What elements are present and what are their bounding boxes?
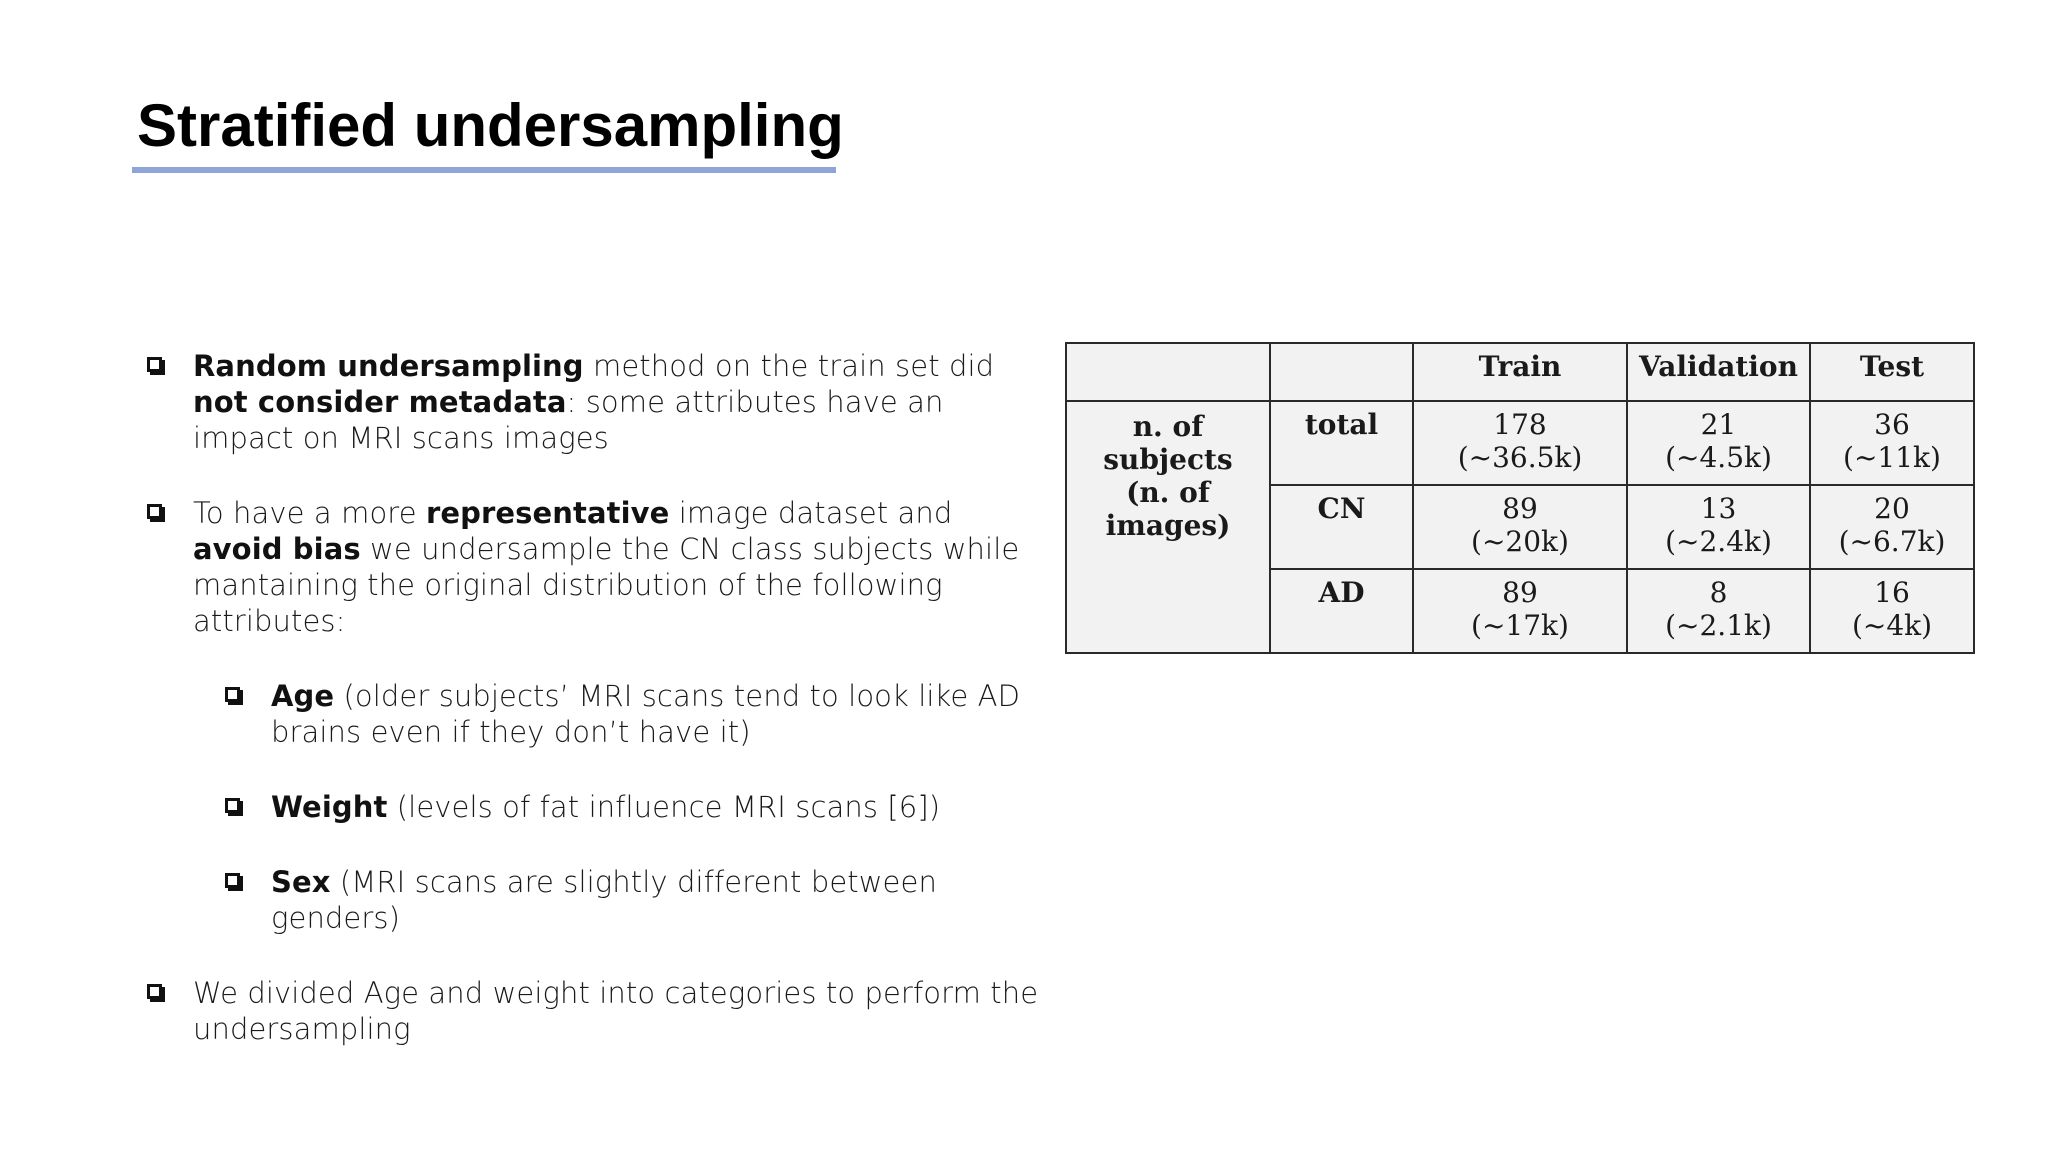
bullet-random-undersampling xyxy=(145,348,1045,456)
bullet-strong-text: Weight xyxy=(271,790,388,824)
row-label: AD xyxy=(1270,569,1413,653)
cell-images: (~20k) xyxy=(1471,525,1569,558)
cell-count: 16 xyxy=(1874,576,1910,609)
cell-count: 89 xyxy=(1502,492,1538,525)
table-cell xyxy=(1413,485,1627,569)
cell-count: 36 xyxy=(1874,408,1910,441)
bullet-strong-text: not consider metadata xyxy=(193,385,567,419)
checkbox-bullet-icon xyxy=(225,873,240,888)
table-cell xyxy=(1810,485,1974,569)
row-label: total xyxy=(1270,401,1413,485)
table-header-cell xyxy=(1066,343,1270,401)
cell-count: 13 xyxy=(1700,492,1737,525)
table-cell xyxy=(1810,569,1974,653)
bullet-strong-text: Random undersampling xyxy=(193,349,584,383)
cell-count: 21 xyxy=(1700,408,1737,441)
bullet-text: we undersample the CN class subjects while mantaining the original distribution of the following attributes: xyxy=(193,532,1020,638)
bullet-strong-text: Age xyxy=(271,679,335,713)
row-label: CN xyxy=(1270,485,1413,569)
table-cell xyxy=(1413,569,1627,653)
table-row xyxy=(1066,401,1974,485)
cell-images: (~6.7k) xyxy=(1838,525,1946,558)
bullet-text: : some attributes have an impact on MRI scans images xyxy=(193,385,944,455)
bullet-text: (older subjects’ MRI scans tend to look like AD brains even if they don’t have it) xyxy=(271,679,1021,749)
title-underline xyxy=(132,167,836,173)
bullet-representative xyxy=(145,495,1045,639)
table-cell xyxy=(1627,401,1810,485)
bullet-strong-text: avoid bias xyxy=(193,532,361,566)
bullet-text: We divided Age and weight into categories to perform the undersampling xyxy=(193,976,1039,1046)
bullet-text: To have a more xyxy=(193,496,426,530)
checkbox-bullet-icon xyxy=(225,687,240,702)
checkbox-bullet-icon xyxy=(147,357,162,372)
table-header-row xyxy=(1066,343,1974,401)
cell-images: (~2.1k) xyxy=(1665,609,1772,642)
slide-title: Stratified undersampling xyxy=(137,92,844,159)
table-header-train: Train xyxy=(1413,343,1627,401)
table-cell xyxy=(1627,569,1810,653)
checkbox-bullet-icon xyxy=(147,984,162,999)
row-group-label: n. of subjects (n. of images) xyxy=(1066,401,1270,653)
cell-count: 178 xyxy=(1493,408,1547,441)
table-cell xyxy=(1413,401,1627,485)
checkbox-bullet-icon xyxy=(225,798,240,813)
bullet-text: (MRI scans are slightly different between genders) xyxy=(271,865,937,935)
bullet-strong-text: Sex xyxy=(271,865,331,899)
table-cell xyxy=(1810,401,1974,485)
subjects-table xyxy=(1065,342,1975,654)
sub-bullet-age xyxy=(223,678,1045,750)
cell-count: 8 xyxy=(1709,576,1728,609)
table-header-test: Test xyxy=(1810,343,1974,401)
table-cell xyxy=(1627,485,1810,569)
bullet-text: image dataset and xyxy=(669,496,953,530)
bullet-strong-text: representative xyxy=(425,496,670,530)
cell-images: (~2.4k) xyxy=(1665,525,1772,558)
bullet-categories xyxy=(145,975,1045,1047)
sub-bullet-weight xyxy=(223,789,1045,825)
bullet-text: (levels of fat influence MRI scans [6]) xyxy=(387,790,941,824)
cell-images: (~17k) xyxy=(1471,609,1569,642)
cell-images: (~4.5k) xyxy=(1665,441,1772,474)
cell-images: (~11k) xyxy=(1843,441,1941,474)
checkbox-bullet-icon xyxy=(147,504,162,519)
cell-images: (~4k) xyxy=(1851,609,1933,642)
cell-images: (~36.5k) xyxy=(1457,441,1583,474)
sub-bullet-sex xyxy=(223,864,1045,936)
cell-count: 20 xyxy=(1874,492,1910,525)
table-header-validation: Validation xyxy=(1627,343,1810,401)
bullet-list xyxy=(145,348,1045,1047)
bullet-text: method on the train set did xyxy=(583,349,995,383)
table-header-cell xyxy=(1270,343,1413,401)
cell-count: 89 xyxy=(1502,576,1538,609)
